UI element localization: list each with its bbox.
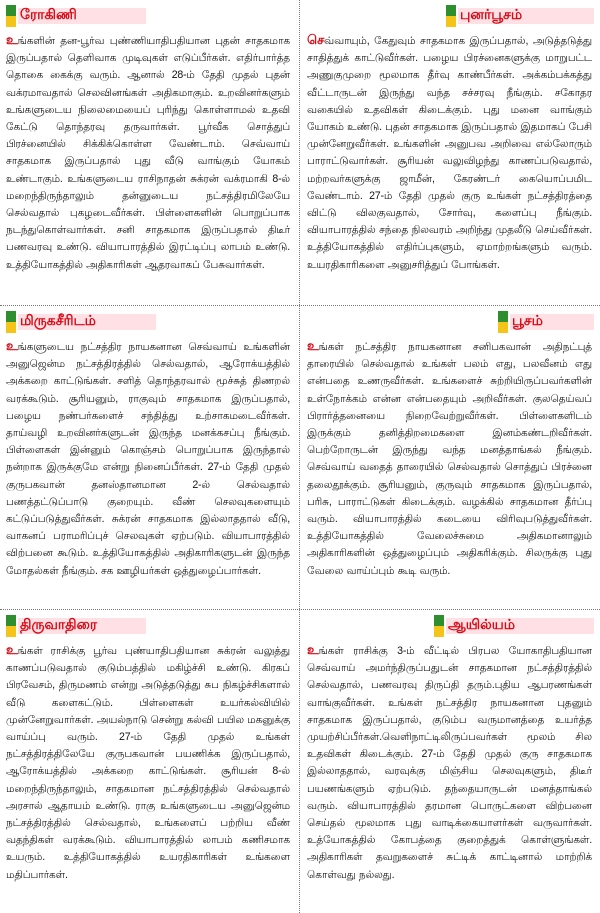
section-title: ரோகிணி bbox=[20, 7, 77, 23]
section-text: ங்களுடைய நட்சத்திர நாயகனான செவ்வாய் உங்களின் அனுஜென்ம நட்சத்திரத்தில் செல்வதால், ஆரோக்யத்தில் அக்கறை காட்டுங்கள். சளித் தொந்தரவால் மூச்சுத் திணறல் வரக்கூடும். சூரியனும், ராகுவும் சாதகமாக இருப்பதால், பழைய நண்பர்களைச் சந்தித்து உற்சாகமடைவீர்கள். தாய்வழி உறவினர்களுடன் இருந்த மனக்கசப்பு நீங்கும். பிள்ளைகள் இன்னும் கொஞ்சம் பொறுப்பாக இருந்தால் நன்றாக இருக்குமே என்று நினைப்பீர்கள். 27-ம் தேதி முதல் குருபகவான் தனஸ்தானமான 2-ல் செல்வதால் பணத்தட்டுப்பாடு குறையும். வீண் செலவுகளையும் கட்டுப்படுத்துவீர்கள். சுக்ரன் சாதகமாக இல்லாததால் வீடு, வாகனப் பராமரிப்புச் செலவுகள் ஏற்படும். வியாபாரத்தில் விற்பனை கூடும். உத்தியோகத்தில் அதிகாரிகளுடன் இருந்த மோதல்கள் நீங்கும். சக ஊழியர்கள் ஒத்துழைப்பார்கள். bbox=[6, 341, 290, 577]
section-title: பூசம் bbox=[512, 313, 543, 329]
section-title: மிருகசீரிடம் bbox=[20, 313, 96, 329]
title-bar bbox=[498, 311, 594, 333]
star-marker-icon bbox=[446, 5, 456, 27]
section-text: ங்கள் ராசிக்கு பூர்வ புண்யாதிபதியான சுக்ரன் வலுத்து காணப்படுவதால் குடும்பத்தில் மகிழ்ச்சி உண்டு. கிரகப் பிரவேசம், திருமணம் என்று அடுத்தடுத்து சுப நிகழ்ச்சிகளால் வீடு களைகட்டும். பிள்ளைகள் உயர்கல்வியில் முன்னேறுவார்கள். அயல்நாடு சென்று கல்வி பயில மகனுக்கு வாய்ப்பு வரும். 27-ம் தேதி முதல் உங்கள் நட்சத்திரத்திலேயே குருபகவான் பயணிக்க இருப்பதால், ஆரோக்யத்தில் அக்கறை காட்டுங்கள். சூரியன் 8-ல் மறைந்திருந்தாலும், சாதகமான நட்சத்திரத்தில் செல்வதால் அரசால் ஆதாயம் உண்டு. ராகு உங்களுடைய அனுஜென்ம நட்சத்திரத்தில் செல்வதால், உங்களைப் பற்றிய வீண் வதந்திகள் வரக்கூடும். வியாபாரத்தில் லாபம் கணிசமாக உயரும். உத்தியோகத்தில் உயரதிகாரிகள் உங்களை மதிப்பார்கள். bbox=[6, 645, 290, 881]
section-punarpoosam bbox=[301, 0, 600, 304]
title-bar bbox=[6, 615, 146, 637]
title-bar bbox=[6, 5, 146, 27]
star-marker-icon bbox=[6, 311, 16, 333]
column-divider bbox=[299, 0, 300, 913]
section-header bbox=[307, 4, 594, 28]
drop-letter: உ bbox=[6, 32, 18, 47]
section-text: ங்களின் தன-பூர்வ புண்ணியாதிபதியான புதன் சாதகமாக இருப்பதால் தெளிவாக முடிவுகள் எடுப்பீர்கள். எதிர்பார்த்த தொகை கைக்கு வரும். ஆனால் 28-ம் தேதி முதல் புதன் வக்ரமாவதால் செலவினங்கள் அதிகமாகும். உறவினர்களும் உங்களுடைய நிலைமையைப் புரிந்து கொள்ளாமல் உதவி கேட்டு தொந்தரவு தருவார்கள். பூர்வீக சொத்துப் பிரச்னையில் சிக்கிக்கொள்ள வேண்டாம். செவ்வாய் சாதகமாக இருப்பதால் புது வீடு வாங்கும் யோகம் உண்டாகும். உங்களுடைய ராசிநாதன் சுக்ரன் வக்ரமாகி 8-ல் மறைந்திருந்தாலும் தன்னுடைய நட்சத்திரமிலேயே செல்வதால் புகழடைவீர்கள். பிள்ளைகளின் பொறுப்பாக நடந்துகொள்வார்கள். சனி சாதகமாக இருப்பதால் திடீர் பணவரவு உண்டு. வியாபாரத்தில் இரட்டிப்பு லாபம் உண்டு. உத்தியோகத்தில் அதிகாரிகள் ஆதரவாகப் பேசுவார்கள். bbox=[6, 35, 290, 271]
drop-letter: உ bbox=[6, 338, 18, 353]
section-body bbox=[307, 641, 594, 884]
section-title: ஆயில்யம் bbox=[448, 617, 515, 633]
section-title: திருவாதிரை bbox=[20, 617, 98, 633]
section-thiruvathirai bbox=[0, 610, 298, 913]
section-header bbox=[6, 614, 292, 638]
star-marker-icon bbox=[6, 5, 16, 27]
star-marker-icon bbox=[498, 311, 508, 333]
section-body bbox=[6, 337, 292, 580]
section-header bbox=[307, 614, 594, 638]
title-bar bbox=[434, 615, 594, 637]
section-poosam bbox=[301, 306, 600, 608]
section-ayilyam bbox=[301, 610, 600, 913]
star-marker-icon bbox=[6, 615, 16, 637]
section-body bbox=[6, 641, 292, 884]
section-body bbox=[307, 337, 594, 580]
section-text: ங்கள் ராசிக்கு 3-ம் வீட்டில் பிரபல யோகாதிபதியான செவ்வாய் அமர்ந்திருப்பதுடன் சாதகமான நட்சத்திரத்தில் செல்வதால், பணவரவு திருப்தி தரும்.புதிய ஆபரணங்கள் வாங்குவீர்கள். உங்கள் நட்சத்திர நாயகனான புதனும் சாதகமாக இருப்பதால், குடும்ப வருமானத்தை உயர்த்த முயற்சிப்பீர்கள்.வெளிநாட்டிலிருப்பவர்கள் மூலம் சில உதவிகள் கிடைக்கும். 27-ம் தேதி முதல் குரு சாதகமாக இல்லாததால், வரவுக்கு மிஞ்சிய செலவுகளும், திடீர் பயணங்களும் ஏற்படும். தந்தையாருடன் மனத்தாங்கல் வரும். வியாபாரத்தில் தரமான பொருட்களை விற்பனை செய்தல் மூலமாக புது வாடிக்கையாளர்கள் வருவார்கள். உத்யோகத்தில் கோபத்தை குறைத்துக் கொள்ளுங்கள். அதிகாரிகள் தவறுகளைச் சுட்டிக் காட்டினால் மாற்றிக் கொள்வது நல்லது. bbox=[307, 645, 592, 881]
title-bar bbox=[6, 311, 156, 333]
section-text: ங்கள் நட்சத்திர நாயகனான சனிபகவான் அதிநட்புத் தாரையில் செல்வதால் உங்கள் பலம் எது, பலவீனம் எது என்பதை உணருவீர்கள். உங்களைச் சுற்றியிருப்பவர்களின் உள்நோக்கம் என்ன என்பதையும் அறிவீர்கள். குலதெய்வப் பிரார்த்தனையை நிறைவேற்றுவீர்கள். பிள்ளைகளிடம் இருக்கும் தனித்திறமைகளை இனம்கண்டறிவீர்கள். பெற்றோருடன் இருந்து வந்த மனத்தாங்கல் நீங்கும். செவ்வாய் வதைத் தாரையில் செல்வதால் சொத்துப் பிரச்னை தலைதூக்கும். சூரியனும், குருவும் சாதகமாக இருப்பதால், பரிசு, பாராட்டுகள் கிடைக்கும். வழக்கில் சாதகமான தீர்ப்பு வரும். வியாபாரத்தில் கடையை விரிவுபடுத்துவீர்கள். உத்தியோகத்தில் வேலைச்சுமை அதிகமானாலும் அதிகாரிகளின் ஒத்துழைப்பும் அதிகரிக்கும். சிலருக்கு புது வேலை வாய்ப்பும் கூடி வரும். bbox=[307, 341, 592, 577]
section-header bbox=[307, 310, 594, 334]
section-header bbox=[6, 4, 292, 28]
drop-letter: உ bbox=[6, 642, 18, 657]
section-mrigasheersham bbox=[0, 306, 298, 608]
section-text: வ்வாயும், கேதுவும் சாதகமாக இருப்பதால், அடுத்தடுத்து சாதித்துக் காட்டுவீர்கள். பழைய பிரச்னைகளுக்கு மாறுபட்ட அணுகுமுறை மூலமாக தீர்வு காண்பீர்கள். அக்கம்பக்கத்து வீட்டாருடன் இருந்து வந்த சச்சரவு நீங்கும். சகோதர வகையில் உதவிகள் கிடைக்கும். புது மனை வாங்கும் யோகம் உண்டு. புதன் சாதகமாக இருப்பதால் இதமாகப் பேசி முன்னேறுவீர்கள். உங்களின் அனுபவ அறிவை எல்லோரும் பாராட்டுவார்கள். சூரியன் வலுவிழந்து காணப்படுவதால், மற்றவர்களுக்கு ஜாமீன், கேரண்டர் கையொப்பமிட வேண்டாம். 27-ம் தேதி முதல் குரு உங்கள் நட்சத்திரத்தை விட்டு விலகுவதால், சோர்வு, களைப்பு நீங்கும். வியாபாரத்தில் சந்தை நிலவரம் அறிந்து முதலீடு செய்வீர்கள். உத்தியோகத்தில் எதிர்ப்புகளும், ஏமாற்றங்களும் வரும். உயரதிகாரிகளை அனுசரித்துப் போங்கள். bbox=[307, 35, 592, 271]
drop-letter: செ bbox=[307, 32, 325, 47]
drop-letter: உ bbox=[307, 338, 319, 353]
section-title: புனர்பூசம் bbox=[460, 7, 523, 23]
section-rohini bbox=[0, 0, 298, 304]
title-bar bbox=[446, 5, 594, 27]
section-body bbox=[307, 31, 594, 274]
star-marker-icon bbox=[434, 615, 444, 637]
section-body bbox=[6, 31, 292, 274]
drop-letter: உ bbox=[307, 642, 319, 657]
section-header bbox=[6, 310, 292, 334]
